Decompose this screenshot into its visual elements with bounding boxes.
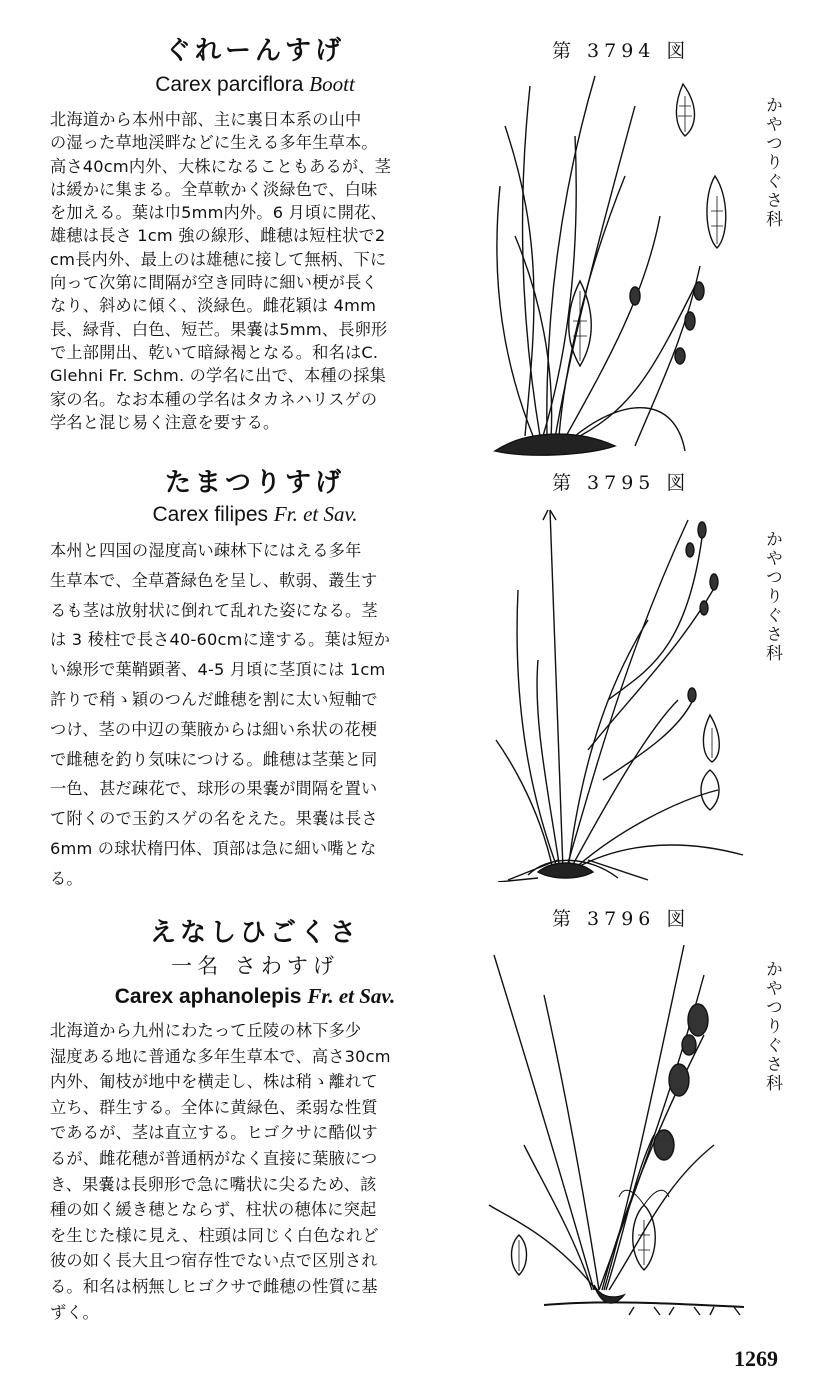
entry-1-figure-label: 第 3794 図: [552, 40, 691, 62]
page-number: 1269: [734, 1346, 778, 1371]
entry-2-title: たまつりすげ: [164, 468, 345, 498]
entry-2-line: い線形で葉鞘顕著、4-5 月頃に茎頂には 1cm: [50, 660, 386, 680]
entry-1-line: 学名と混じ易く注意を要する。: [50, 412, 280, 432]
entry-1-line: なり、斜めに傾く、淡緑色。雌花穎は 4mm: [50, 296, 377, 316]
entry-3-line: ずく。: [50, 1302, 99, 1322]
entry-2-line: て附くので玉釣スゲの名をえた。果嚢は長さ: [50, 809, 378, 829]
entry-2-description: [50, 536, 470, 894]
entry-2-line: る。: [50, 868, 83, 888]
entry-3-scientific-name: [50, 984, 460, 1009]
entry-3-line: 立ち、群生する。全体に黄緑色、柔弱な性質: [50, 1097, 378, 1117]
entry-3-line: き、果嚢は長卵形で急に嘴状に尖るため、該: [50, 1174, 377, 1194]
entry-1-line: 長、緑背、白色、短芒。果嚢は5mm、長卵形: [50, 319, 388, 339]
entry-1-line: を加える。葉は巾5mm内外。6 月頃に開花、: [50, 203, 387, 223]
entry-1-line: 高さ40cm内外、大株になることもあるが、茎: [50, 156, 392, 176]
entry-2-genus: Carex filipes: [152, 503, 269, 526]
entry-3-figure-label: 第 3796 図: [552, 908, 691, 930]
entry-2-line: 一色、甚だ疎花で、球形の果嚢が間隔を置い: [50, 779, 378, 799]
entry-1-line: 家の名。なお本種の学名はタカネハリスゲの: [50, 389, 378, 409]
entry-1-author: Boott: [309, 72, 355, 96]
entry-3-title: えなしひごくさ: [149, 918, 360, 948]
entry-3-line: 種の如く緩き穂とならず、柱状の穂体に突起: [50, 1200, 377, 1220]
entry-1-family-label: かやつりぐさ科: [762, 96, 782, 229]
entry-3-plant-illustration: [484, 935, 764, 1325]
entry-1-line: Glehni Fr. Schm. の学名に出で、本種の採集: [50, 366, 386, 386]
entry-1-title: ぐれーんすげ: [164, 36, 345, 66]
entry-2-line: るも茎は放射状に倒れて乱れた姿になる。茎: [50, 600, 378, 620]
entry-3-genus: Carex aphanolepis: [114, 985, 302, 1008]
entry-1-scientific-name: [50, 72, 460, 97]
entry-3-line: 北海道から九州にわたって丘陵の林下多少: [50, 1021, 362, 1040]
entry-2-line: 本州と四国の湿度高い疎林下にはえる多年: [50, 541, 362, 560]
entry-1-genus: Carex parciflora: [155, 73, 304, 96]
entry-2-figure-label: 第 3795 図: [552, 472, 691, 494]
entry-2-line: 6mm の球状楕円体、頂部は急に細い嘴とな: [50, 838, 377, 858]
entry-2-author: Fr. et Sav.: [273, 502, 358, 526]
entry-1-line: の湿った草地渓畔などに生える多年生草本。: [50, 133, 378, 153]
entry-3-line: るが、雌花穂が普通柄がなく直接に葉腋につ: [50, 1148, 378, 1168]
entry-2-line: で雌穂を釣り気味につける。雌穂は茎葉と同: [50, 749, 378, 769]
entry-1-line: 向って次第に間隔が空き同時に細い梗が長く: [50, 273, 378, 293]
entry-1-line: で上部開出、乾いて暗緑褐となる。和名はC.: [50, 342, 379, 362]
entry-1-plant-illustration: [485, 66, 755, 458]
entry-2-plant-illustration: [488, 500, 758, 882]
entry-1-line: cm長内外、最上のは雄穂に接して無柄、下に: [50, 249, 387, 269]
entry-2-line: つけ、茎の中辺の葉腋からは細い糸状の花梗: [50, 719, 378, 739]
entry-3-line: 湿度ある地に普通な多年生草本で、高さ30cm: [50, 1046, 391, 1066]
entry-1-line: 雄穂は長さ 1cm 強の線形、雌穂は短柱状で2: [50, 226, 386, 246]
entry-2-family-label: かやつりぐさ科: [762, 530, 782, 663]
entry-3-line: であるが、茎は直立する。ヒゴクサに酷似す: [50, 1123, 378, 1143]
entry-2-line: 生草本で、全草蒼緑色を呈し、軟弱、叢生す: [50, 570, 378, 590]
entry-1-line: 北海道から本州中部、主に裏日本系の山中: [50, 110, 362, 129]
entry-1-line: は緩かに集まる。全草軟かく淡緑色で、白味: [50, 179, 378, 199]
entry-3-line: 彼の如く長大且つ宿存性でない点で区別され: [50, 1251, 378, 1271]
entry-2-scientific-name: [50, 502, 460, 527]
entry-3-line: を生じた様に見え、柱頭は同じく白色なれど: [50, 1225, 379, 1245]
entry-3-line: る。和名は柄無しヒゴクサで雌穂の性質に基: [50, 1276, 378, 1296]
entry-3-family-label: かやつりぐさ科: [762, 960, 782, 1093]
entry-3-description: [50, 1018, 470, 1325]
entry-3-alternate-name: 一名 さわすげ: [171, 954, 339, 978]
entry-3-line: 内外、匍枝が地中を横走し、株は稍ゝ離れて: [50, 1072, 378, 1092]
entry-2-line: 許りで稍ゝ穎のつんだ雌穂を割に太い短軸で: [50, 689, 378, 709]
entry-2-line: は 3 稜柱で長さ40-60cmに達する。葉は短か: [50, 630, 391, 650]
entry-1-description: [50, 108, 470, 434]
entry-3-author: Fr. et Sav.: [307, 984, 396, 1008]
